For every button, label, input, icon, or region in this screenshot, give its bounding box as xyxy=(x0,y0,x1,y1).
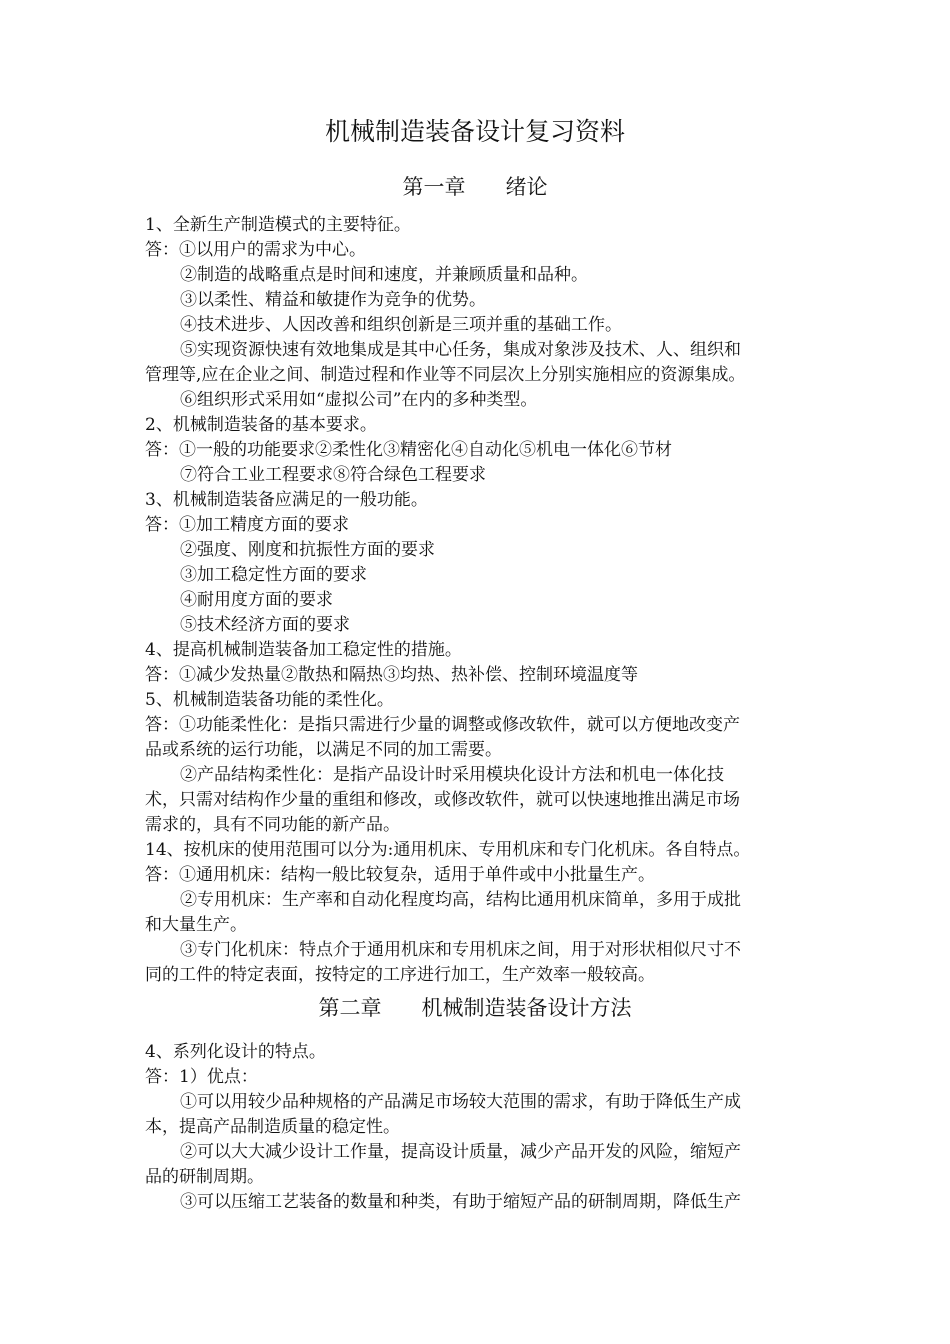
answer-line: ②强度、刚度和抗振性方面的要求 xyxy=(180,540,435,560)
answer-line: ⑦符合工业工程要求⑧符合绿色工程要求 xyxy=(180,465,486,485)
question-line: 1、全新生产制造模式的主要特征。 xyxy=(145,215,411,235)
answer-line: ④耐用度方面的要求 xyxy=(180,590,333,610)
answer-line: ②制造的战略重点是时间和速度，并兼顾质量和品种。 xyxy=(180,265,588,285)
answer-line: 品或系统的运行功能，以满足不同的加工需要。 xyxy=(145,740,502,760)
question-line: 5、机械制造装备功能的柔性化。 xyxy=(145,690,394,710)
answer-line: ⑤实现资源快速有效地集成是其中心任务，集成对象涉及技术、人、组织和 xyxy=(180,340,741,360)
answer-line: ③以柔性、精益和敏捷作为竞争的优势。 xyxy=(180,290,486,310)
answer-line: 答：①一般的功能要求②柔性化③精密化④自动化⑤机电一体化⑥节材 xyxy=(145,440,672,460)
answer-line: ④技术进步、人因改善和组织创新是三项并重的基础工作。 xyxy=(180,315,622,335)
answer-line: ⑥组织形式采用如“虚拟公司”在内的多种类型。 xyxy=(180,390,538,410)
answer-line: 需求的，具有不同功能的新产品。 xyxy=(145,815,400,835)
question-line: 4、系列化设计的特点。 xyxy=(145,1042,326,1062)
answer-line: 答：①通用机床：结构一般比较复杂，适用于单件或中小批量生产。 xyxy=(145,865,655,885)
answer-line: 答：1）优点： xyxy=(145,1067,258,1087)
answer-line: 答：①以用户的需求为中心。 xyxy=(145,240,366,260)
answer-line: 品的研制周期。 xyxy=(145,1167,264,1187)
answer-line: 答：①功能柔性化：是指只需进行少量的调整或修改软件，就可以方便地改变产 xyxy=(145,715,740,735)
answer-line: 管理等,应在企业之间、制造过程和作业等不同层次上分别实施相应的资源集成。 xyxy=(145,365,746,385)
answer-line: 答：①减少发热量②散热和隔热③均热、热补偿、控制环境温度等 xyxy=(145,665,638,685)
answer-line: ③专门化机床：特点介于通用机床和专用机床之间，用于对形状相似尺寸不 xyxy=(180,940,741,960)
answer-line: 本，提高产品制造质量的稳定性。 xyxy=(145,1117,400,1137)
answer-line: ⑤技术经济方面的要求 xyxy=(180,615,350,635)
answer-line: ②专用机床：生产率和自动化程度均高，结构比通用机床简单，多用于成批 xyxy=(180,890,741,910)
answer-line: 答：①加工精度方面的要求 xyxy=(145,515,349,535)
question-line: 4、提高机械制造装备加工稳定性的措施。 xyxy=(145,640,462,660)
question-line: 3、机械制造装备应满足的一般功能。 xyxy=(145,490,428,510)
answer-line: ③加工稳定性方面的要求 xyxy=(180,565,367,585)
document-title: 机械制造装备设计复习资料 xyxy=(324,117,625,146)
question-line: 14、按机床的使用范围可以分为:通用机床、专用机床和专门化机床。各自特点。 xyxy=(145,840,751,860)
chapter-heading: 第二章 机械制造装备设计方法 xyxy=(318,996,632,1020)
chapter-heading: 第一章 绪论 xyxy=(402,175,548,199)
answer-line: 同的工件的特定表面，按特定的工序进行加工，生产效率一般较高。 xyxy=(145,965,655,985)
answer-line: ①可以用较少品种规格的产品满足市场较大范围的需求，有助于降低生产成 xyxy=(180,1092,741,1112)
answer-line: 和大量生产。 xyxy=(145,915,247,935)
question-line: 2、机械制造装备的基本要求。 xyxy=(145,415,377,435)
answer-line: ②可以大大减少设计工作量，提高设计质量，减少产品开发的风险，缩短产 xyxy=(180,1142,741,1162)
answer-line: ③可以压缩工艺装备的数量和种类，有助于缩短产品的研制周期，降低生产 xyxy=(180,1192,741,1212)
answer-line: 术，只需对结构作少量的重组和修改，或修改软件，就可以快速地推出满足市场 xyxy=(145,790,740,810)
answer-line: ②产品结构柔性化：是指产品设计时采用模块化设计方法和机电一体化技 xyxy=(180,765,724,785)
